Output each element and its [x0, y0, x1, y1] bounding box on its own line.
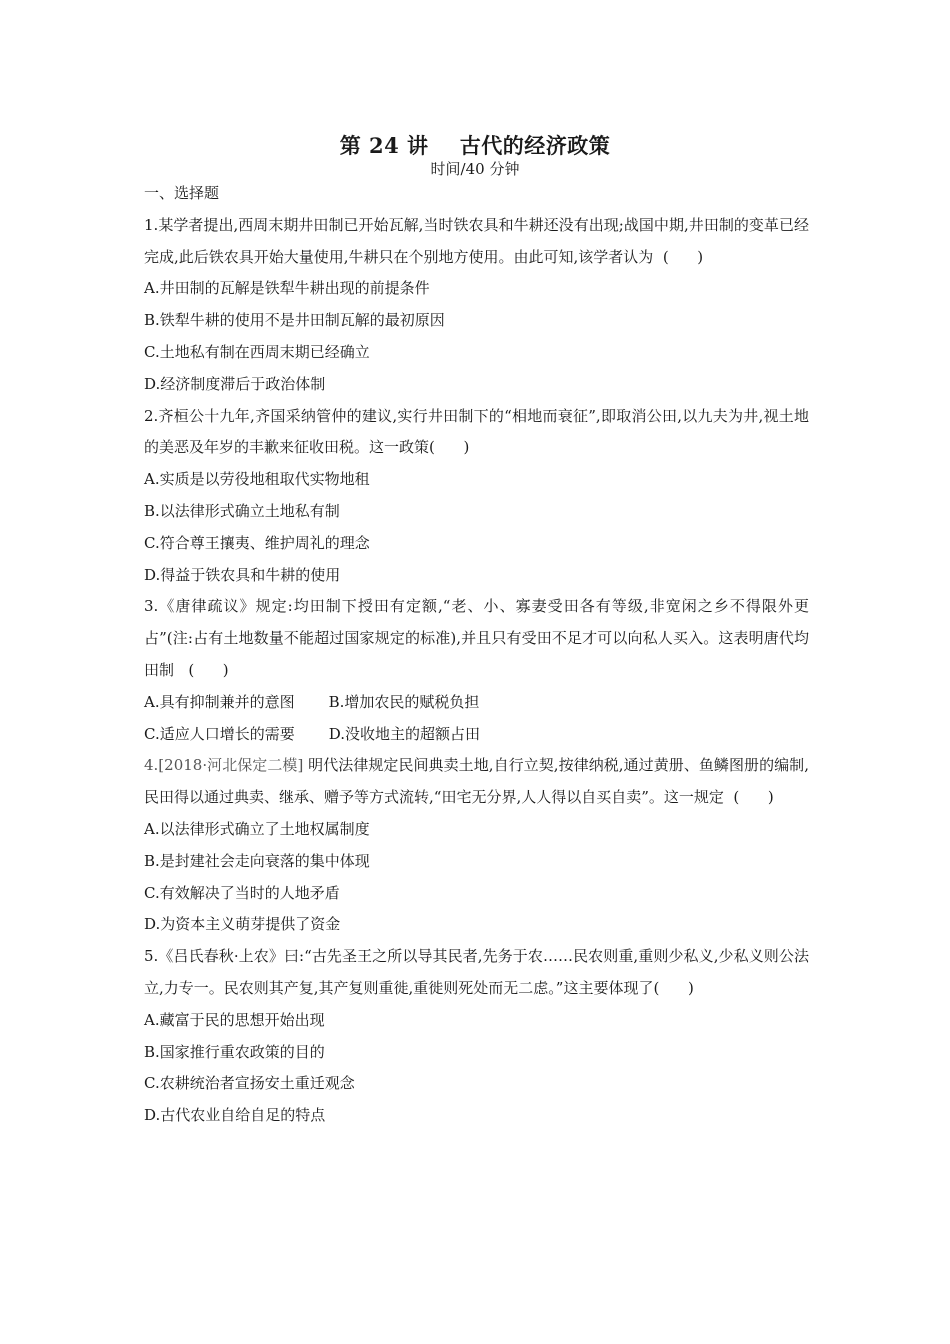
question-stem: 1.某学者提出,西周末期井田制已开始瓦解,当时铁农具和牛耕还没有出现;战国中期,井田制的变革已经完成,此后铁农具开始大量使用,牛耕只在个别地方使用。由此可知,该学者认为 ( ): [144, 215, 809, 266]
option-c: C.农耕统治者宣扬安土重迁观念: [144, 1074, 355, 1093]
question-2: [144, 401, 809, 592]
question-stem: 4.[2018·河北保定二模] 明代法律规定民间典卖土地,自行立契,按律纳税,通过黄册、鱼鳞图册的编制,民田得以通过典卖、继承、赠予等方式流转,“田宅无分界,人人得以自买自卖”。这一规定 ( ): [144, 756, 810, 807]
answer-bracket: ( ): [429, 438, 470, 457]
option-c: C.有效解决了当时的人地矛盾: [144, 883, 340, 902]
time-limit: 时间/40 分钟: [430, 160, 520, 178]
answer-bracket: ( ): [653, 978, 694, 997]
option-d: D.为资本主义萌芽提供了资金: [144, 915, 341, 934]
option-c: C.适应人口增长的需要: [144, 724, 295, 743]
option-row: [144, 687, 809, 719]
answer-bracket: ( ): [653, 247, 704, 266]
option-a: A.藏富于民的思想开始出现: [144, 1010, 325, 1029]
question-1: [144, 210, 809, 401]
option-b: B.增加农民的赋税负担: [328, 692, 480, 711]
question-5: [144, 941, 809, 1132]
option-b: B.以法律形式确立土地私有制: [144, 501, 340, 520]
answer-bracket: ( ): [174, 660, 229, 679]
option-d: D.没收地主的超额占田: [328, 724, 480, 743]
question-content: [144, 178, 809, 1132]
option-d: D.得益于铁农具和牛耕的使用: [144, 565, 341, 584]
source-tag: 4.[2018·河北保定二模]: [144, 756, 304, 775]
option-d: D.经济制度滞后于政治体制: [144, 374, 326, 393]
question-stem: 2.齐桓公十九年,齐国采纳管仲的建议,实行井田制下的“相地而衰征”,即取消公田,以九夫为井,视土地的美恶及年岁的丰歉来征收田税。这一政策( ): [144, 406, 809, 457]
option-row: [144, 719, 809, 751]
option-b: B.国家推行重农政策的目的: [144, 1042, 325, 1061]
option-a: A.井田制的瓦解是铁犁牛耕出现的前提条件: [144, 279, 430, 298]
question-4: [144, 750, 809, 941]
question-stem: 5.《吕氏春秋·上农》曰:“古先圣王之所以导其民者,先务于农……民农则重,重则少私义,少私义则公法立,力专一。民农则其产复,其产复则重徙,重徙则死处而无二虑。”这主要体现了( ): [144, 947, 809, 997]
option-a: A.以法律形式确立了土地权属制度: [144, 819, 370, 838]
question-3: [144, 591, 809, 750]
section-heading: 一、选择题: [144, 184, 220, 202]
option-c: C.符合尊王攘夷、维护周礼的理念: [144, 533, 370, 552]
answer-bracket: ( ): [723, 788, 774, 807]
page-title: 第 24 讲 古代的经济政策: [339, 133, 611, 158]
option-c: C.土地私有制在西周末期已经确立: [144, 342, 370, 361]
option-d: D.古代农业自给自足的特点: [144, 1106, 326, 1125]
question-stem: 3.《唐律疏议》规定:均田制下授田有定额,“老、小、寡妻受田各有等级,非宽闲之乡不得限外更占”(注:占有土地数量不能超过国家规定的标准),并且只有受田不足才可以向私人买入。这表明唐代均田制 ( ): [144, 597, 809, 679]
option-a: A.具有抑制兼并的意图: [144, 692, 295, 711]
option-b: B.是封建社会走向衰落的集中体现: [144, 851, 370, 870]
option-b: B.铁犁牛耕的使用不是井田制瓦解的最初原因: [144, 311, 445, 330]
option-a: A.实质是以劳役地租取代实物地租: [144, 470, 370, 489]
